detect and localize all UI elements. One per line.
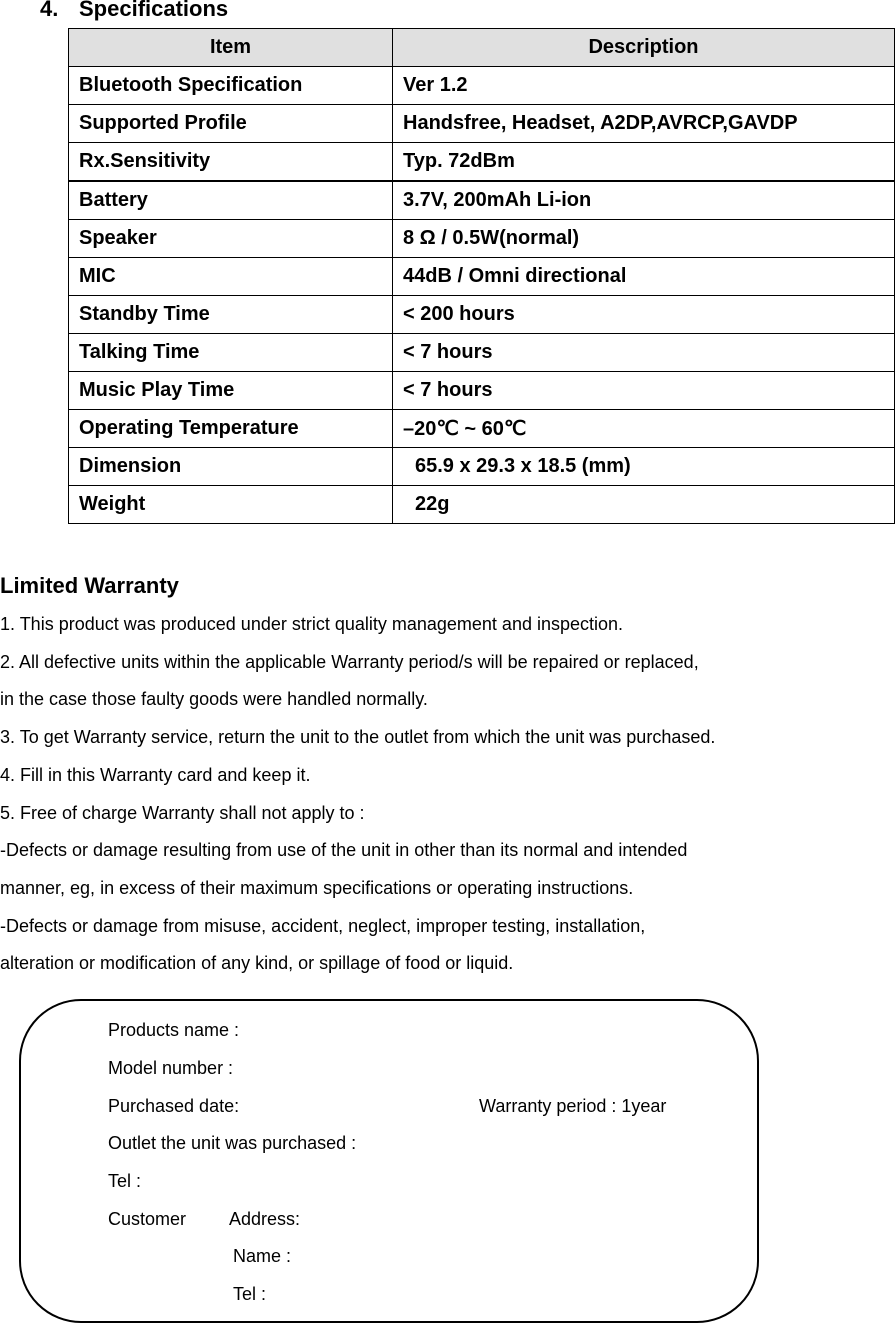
spec-item: Supported Profile: [69, 105, 393, 143]
spec-description: Ver 1.2: [393, 67, 895, 105]
warranty-line: manner, eg, in excess of their maximum specifications or operating instructions.: [0, 877, 634, 898]
warranty-line: alteration or modification of any kind, or spillage of food or liquid.: [0, 953, 514, 974]
spec-item: MIC: [69, 258, 393, 296]
customer-tel-label: Tel :: [233, 1284, 267, 1304]
model-number-label: Model number :: [108, 1058, 234, 1078]
table-row: [69, 410, 895, 448]
warranty-line: in the case those faulty goods were handled normally.: [0, 689, 428, 710]
outlet-label: Outlet the unit was purchased :: [108, 1133, 357, 1153]
section-title: Specifications: [79, 0, 229, 21]
table-row: [69, 258, 895, 296]
table-row: [69, 181, 895, 220]
warranty-line: 1. This product was produced under strict quality management and inspection.: [0, 614, 624, 634]
specifications-table: [68, 28, 895, 524]
table-row: [69, 372, 895, 410]
customer-label: Customer: [108, 1209, 187, 1229]
spec-description: 3.7V, 200mAh Li-ion: [393, 181, 895, 220]
spec-description: 65.9 x 29.3 x 18.5 (mm): [393, 448, 895, 486]
spec-description: Handsfree, Headset, A2DP,AVRCP,GAVDP: [393, 105, 895, 143]
address-label: Address:: [229, 1209, 301, 1229]
spec-item: Music Play Time: [69, 372, 393, 410]
column-header-item: Item: [69, 29, 393, 67]
table-row: [69, 334, 895, 372]
products-name-label: Products name :: [108, 1020, 240, 1040]
spec-description: 8 Ω / 0.5W(normal): [393, 220, 895, 258]
table-row: [69, 448, 895, 486]
warranty-line: 2. All defective units within the applicable Warranty period/s will be repaired or replaced,: [0, 651, 699, 672]
table-row: [69, 105, 895, 143]
spec-item: Rx.Sensitivity: [69, 143, 393, 182]
table-row: [69, 143, 895, 182]
warranty-line: -Defects or damage resulting from use of the unit in other than its normal and intended: [0, 840, 688, 861]
spec-item: Speaker: [69, 220, 393, 258]
specifications-heading: [40, 0, 228, 22]
spec-item: Weight: [69, 486, 393, 524]
limited-warranty-section: [0, 572, 896, 983]
table-row: [69, 220, 895, 258]
tel-label: Tel :: [108, 1171, 142, 1191]
spec-description: –20℃ ~ 60℃: [393, 410, 895, 448]
customer-name-label: Name :: [233, 1246, 292, 1266]
warranty-title: Limited Warranty: [0, 573, 179, 598]
table-row: [69, 486, 895, 524]
section-number: 4.: [40, 0, 59, 21]
table-row: [69, 67, 895, 105]
warranty-line: 3. To get Warranty service, return the unit to the outlet from which the unit was purchased.: [0, 727, 716, 748]
spec-item: Bluetooth Specification: [69, 67, 393, 105]
table-row: [69, 296, 895, 334]
column-header-description: Description: [393, 29, 895, 67]
spec-item: Talking Time: [69, 334, 393, 372]
spec-description: < 200 hours: [393, 296, 895, 334]
warranty-card: [19, 999, 759, 1323]
spec-description: < 7 hours: [393, 372, 895, 410]
spec-item: Battery: [69, 181, 393, 220]
spec-description: Typ. 72dBm: [393, 143, 895, 182]
purchased-date-label: Purchased date:: [108, 1096, 240, 1116]
warranty-period-label: Warranty period : 1year: [479, 1096, 667, 1116]
spec-description: 44dB / Omni directional: [393, 258, 895, 296]
warranty-line: 4. Fill in this Warranty card and keep it.: [0, 764, 311, 785]
warranty-line: 5. Free of charge Warranty shall not apply to :: [0, 802, 365, 823]
spec-description: 22g: [393, 486, 895, 524]
spec-item: Standby Time: [69, 296, 393, 334]
spec-item: Dimension: [69, 448, 393, 486]
spec-description: < 7 hours: [393, 334, 895, 372]
warranty-line: -Defects or damage from misuse, accident, neglect, improper testing, installation,: [0, 915, 646, 936]
spec-item: Operating Temperature: [69, 410, 393, 448]
table-header-row: [69, 29, 895, 67]
